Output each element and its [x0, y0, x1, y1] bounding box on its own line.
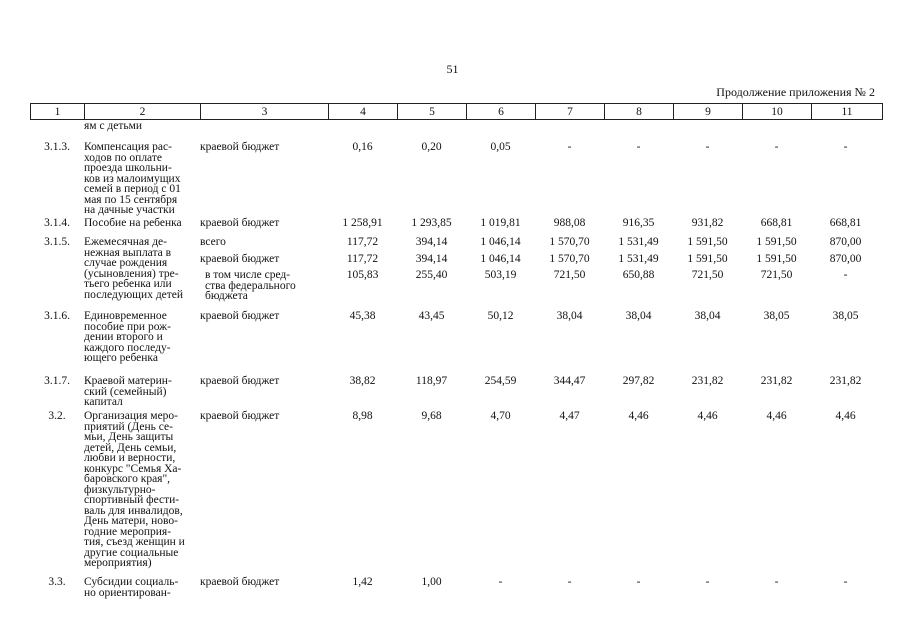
- funding-source: краевой бюджет: [200, 253, 280, 265]
- value-cell: -: [498, 576, 503, 588]
- value-cell: 117,72: [346, 236, 379, 248]
- funding-source: всего: [200, 236, 226, 248]
- value-cell: 1 531,49: [618, 253, 659, 265]
- value-cell: 0,05: [490, 141, 511, 153]
- value-cell: 394,14: [415, 236, 448, 248]
- value-cell: -: [843, 141, 848, 153]
- funding-source: краевой бюджет: [200, 141, 280, 153]
- value-cell: 118,97: [415, 375, 448, 387]
- column-header-table: [30, 103, 883, 120]
- measure-name: Единовременное пособие при рож- дении второго и каждого последу- ющего ребенка: [84, 310, 171, 364]
- value-cell: 0,20: [421, 141, 442, 153]
- appendix-caption: Продолжение приложения № 2: [716, 85, 875, 99]
- value-cell: -: [705, 141, 710, 153]
- value-cell: -: [774, 576, 779, 588]
- row-number: 3.2.: [48, 410, 66, 422]
- measure-name: Субсидии социаль- но ориентирован-: [84, 576, 179, 599]
- measure-name: Ежемесячная де- нежная выплата в случае рождения (усыновления) тре- тьего ребенка или последующих детей: [84, 236, 184, 301]
- value-cell: 1 591,50: [687, 236, 728, 248]
- header-cell: 10: [743, 104, 812, 120]
- value-cell: 1 591,50: [756, 253, 797, 265]
- header-cell: 6: [467, 104, 536, 120]
- value-cell: 231,82: [691, 375, 724, 387]
- value-cell: 4,47: [559, 410, 580, 422]
- value-cell: 4,46: [835, 410, 856, 422]
- header-cell: 9: [674, 104, 743, 120]
- value-cell: 38,05: [832, 310, 859, 322]
- value-cell: 255,40: [415, 269, 448, 281]
- value-cell: 1,00: [421, 576, 442, 588]
- value-cell: -: [567, 576, 572, 588]
- value-cell: 254,59: [484, 375, 517, 387]
- header-cell: 4: [329, 104, 398, 120]
- value-cell: 1 019,81: [480, 217, 521, 229]
- value-cell: 1 046,14: [480, 236, 521, 248]
- header-cell: 2: [85, 104, 201, 120]
- value-cell: 394,14: [415, 253, 448, 265]
- page-number: 51: [446, 62, 459, 76]
- value-cell: 231,82: [829, 375, 862, 387]
- measure-name: Компенсация рас- ходов по оплате проезда школьни- ков из малоимущих семей в период с 01 мая по 15 сентября на дачные участки: [84, 141, 181, 216]
- value-cell: -: [843, 269, 848, 281]
- value-cell: 9,68: [421, 410, 442, 422]
- value-cell: 38,82: [349, 375, 376, 387]
- value-cell: 117,72: [346, 253, 379, 265]
- row-number: 3.1.7.: [44, 375, 70, 387]
- measure-name: Краевой материн- ский (семейный) капитал: [84, 375, 172, 408]
- value-cell: 1,42: [352, 576, 373, 588]
- value-cell: 1 531,49: [618, 236, 659, 248]
- header-cell: 7: [536, 104, 605, 120]
- value-cell: 38,04: [625, 310, 652, 322]
- value-cell: 4,46: [628, 410, 649, 422]
- measure-name: Пособие на ребенка: [84, 217, 182, 229]
- value-cell: 1 258,91: [342, 217, 383, 229]
- value-cell: 344,47: [553, 375, 586, 387]
- value-cell: 4,46: [697, 410, 718, 422]
- value-cell: 870,00: [829, 236, 862, 248]
- value-cell: 1 293,85: [411, 217, 452, 229]
- header-cell: 5: [398, 104, 467, 120]
- value-cell: 297,82: [622, 375, 655, 387]
- row-number: 3.3.: [48, 576, 66, 588]
- value-cell: 931,82: [691, 217, 724, 229]
- value-cell: 870,00: [829, 253, 862, 265]
- value-cell: 38,05: [763, 310, 790, 322]
- funding-source: в том числе сред- ства федерального бюджета: [205, 269, 296, 302]
- header-cell: 8: [605, 104, 674, 120]
- value-cell: 1 591,50: [756, 236, 797, 248]
- measure-name: Организация меро- приятий (День се- мьи, День защиты детей, День семьи, любви и верности, конкурс "Семья Ха- баровского края", физкультурно- спортивный фести- валь для инвалидов, День матери, ново- годние мероприя- тия, съезд женщин и другие социальные мероприятия): [84, 410, 185, 569]
- value-cell: -: [705, 576, 710, 588]
- value-cell: -: [636, 576, 641, 588]
- value-cell: 105,83: [346, 269, 379, 281]
- value-cell: 0,16: [352, 141, 373, 153]
- value-cell: 45,38: [349, 310, 376, 322]
- value-cell: 721,50: [553, 269, 586, 281]
- value-cell: 668,81: [829, 217, 862, 229]
- value-cell: 503,19: [484, 269, 517, 281]
- value-cell: 988,08: [553, 217, 586, 229]
- value-cell: 1 591,50: [687, 253, 728, 265]
- value-cell: 8,98: [352, 410, 373, 422]
- value-cell: -: [774, 141, 779, 153]
- funding-source: краевой бюджет: [200, 375, 280, 387]
- value-cell: 916,35: [622, 217, 655, 229]
- row-number: 3.1.4.: [44, 217, 70, 229]
- funding-source: краевой бюджет: [200, 310, 280, 322]
- value-cell: 1 046,14: [480, 253, 521, 265]
- value-cell: 38,04: [556, 310, 583, 322]
- header-cell: 3: [201, 104, 329, 120]
- value-cell: 38,04: [694, 310, 721, 322]
- value-cell: -: [843, 576, 848, 588]
- row-number: 3.1.3.: [44, 141, 70, 153]
- value-cell: 231,82: [760, 375, 793, 387]
- value-cell: 4,70: [490, 410, 511, 422]
- value-cell: -: [567, 141, 572, 153]
- header-cell: 1: [31, 104, 85, 120]
- funding-source: краевой бюджет: [200, 410, 280, 422]
- value-cell: 721,50: [691, 269, 724, 281]
- value-cell: 668,81: [760, 217, 793, 229]
- continuation-text: ям с детьми: [84, 120, 143, 132]
- value-cell: 50,12: [487, 310, 514, 322]
- value-cell: -: [636, 141, 641, 153]
- row-number: 3.1.5.: [44, 236, 70, 248]
- value-cell: 4,46: [766, 410, 787, 422]
- funding-source: краевой бюджет: [200, 217, 280, 229]
- funding-source: краевой бюджет: [200, 576, 280, 588]
- value-cell: 721,50: [760, 269, 793, 281]
- value-cell: 1 570,70: [549, 236, 590, 248]
- value-cell: 1 570,70: [549, 253, 590, 265]
- header-cell: 11: [812, 104, 883, 120]
- value-cell: 650,88: [622, 269, 655, 281]
- value-cell: 43,45: [418, 310, 445, 322]
- row-number: 3.1.6.: [44, 310, 70, 322]
